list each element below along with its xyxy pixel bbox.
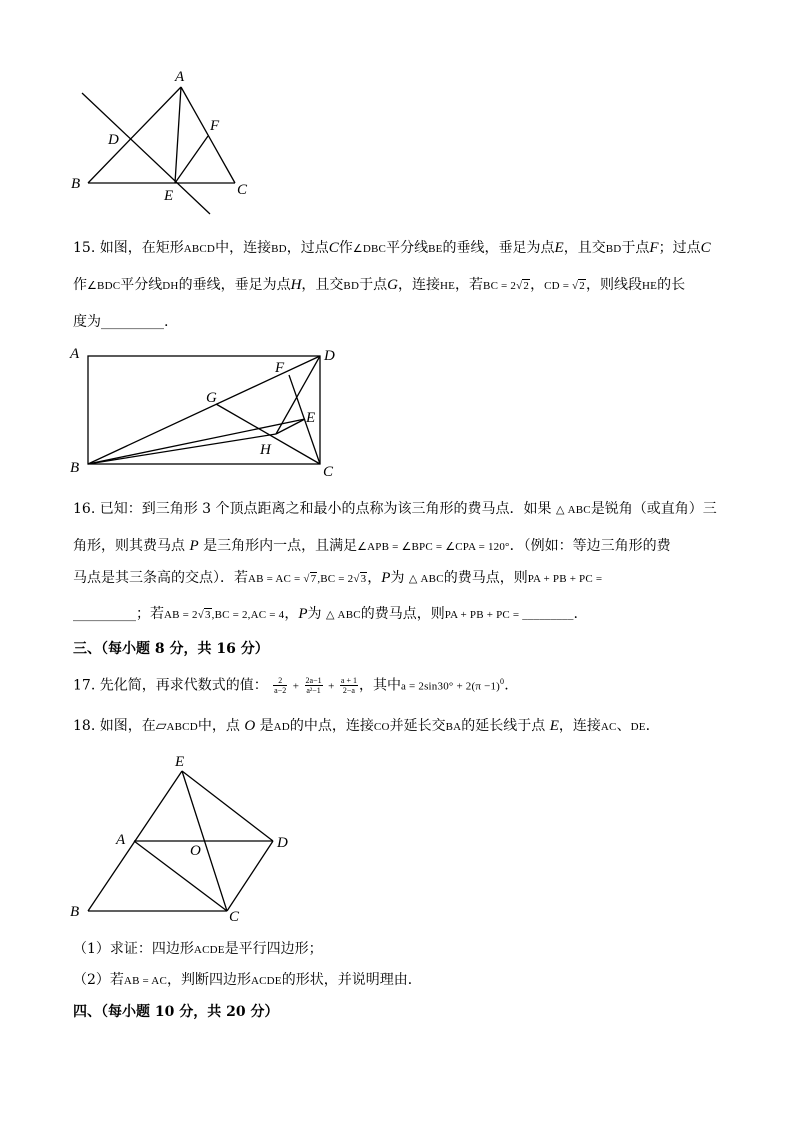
text-run: E	[549, 718, 559, 734]
text-run: BD	[343, 280, 360, 292]
fraction-1	[273, 676, 287, 695]
fig14-side-ab	[88, 87, 181, 183]
text-run: 的中点，连接	[289, 718, 374, 734]
figure-18	[62, 748, 302, 928]
q16-line-3	[73, 568, 602, 589]
fig14-label-a: A	[175, 69, 185, 85]
text-run: H	[290, 277, 302, 293]
text-run: 是三角形内一点，且满足	[198, 538, 358, 554]
text-run: 是	[255, 718, 274, 734]
text-run: ，	[530, 277, 545, 293]
text-run: 角形，则其费马点	[73, 538, 190, 554]
text-run: AB = 2	[164, 609, 198, 621]
text-run: +	[292, 680, 300, 693]
q15-line-1	[73, 238, 711, 259]
fig14-side-ac	[181, 87, 235, 183]
fig14-perpendicular-line	[82, 93, 210, 214]
text-run: √	[569, 280, 579, 292]
text-run: 为	[307, 606, 326, 622]
text-run: 为	[390, 570, 409, 586]
text-run: ，且交	[563, 240, 606, 256]
text-run: 、	[616, 718, 631, 734]
fig15-label-h: H	[260, 442, 271, 458]
text-run: √	[300, 573, 310, 585]
fig15-label-e: E	[306, 410, 316, 426]
text-run: 的长	[657, 277, 686, 293]
q17-line: 17. 先化简，再求代数式的值： $\frac{2}{a-2}$ + $\frac{2a-1}{\text{a²−1}}$ + $\frac{a + 1}{2-a}$ ，其中$a = 2\sin 30^\circ + 2(\pi -1)^0$.	[73, 676, 509, 696]
text-run: PA + PB + PC = _________	[444, 609, 574, 621]
text-run: AB = AC =	[248, 573, 301, 585]
text-run: 作	[338, 240, 353, 256]
text-run: .	[573, 606, 578, 622]
fig14-label-d: D	[108, 132, 119, 148]
text-run: .	[504, 677, 509, 694]
text-run: ，若	[455, 277, 484, 293]
text-run: a = 2sin30° + 2(π −1)	[400, 680, 501, 693]
sqrt-radicand: 2	[579, 280, 585, 292]
fig14-line-ae	[175, 87, 181, 183]
text-run: 的延长线于点	[461, 718, 550, 734]
q15-line-3: 度为_________.	[73, 314, 169, 330]
fig18-label-d: D	[277, 835, 288, 851]
fig15-label-g: G	[206, 390, 217, 406]
text-run: 的费马点，则	[360, 606, 445, 622]
text-run: C	[700, 240, 711, 256]
text-run: 2−a	[342, 686, 355, 696]
text-run: ∠APB = ∠BPC = ∠CPA = 120°	[357, 541, 510, 553]
text-run: 17. 先化简，再求代数式的值：	[73, 677, 268, 694]
text-run: G	[387, 277, 398, 293]
text-run: BE	[428, 243, 443, 255]
text-run: AC	[600, 721, 617, 733]
text-run: 作	[73, 277, 87, 293]
text-run: 2a−1	[305, 676, 322, 686]
text-run: （1）求证：四边形	[73, 941, 194, 957]
text-run: （2）若	[73, 972, 124, 988]
text-run: △ ABC	[408, 573, 444, 585]
text-run: BD	[605, 243, 622, 255]
fig18-line-cd	[227, 841, 273, 911]
text-run: AB = AC	[123, 975, 167, 987]
text-run: CD =	[544, 280, 570, 292]
fig15-label-a: A	[70, 346, 80, 362]
sqrt-radicand: 3	[204, 609, 211, 621]
sqrt-radicand: 7	[310, 573, 317, 585]
fig15-diagonal-bd	[88, 356, 320, 464]
text-run: 18. 如图，在▱	[73, 718, 167, 734]
text-run: ,BC = 2,AC = 4	[211, 609, 285, 621]
fraction-2	[305, 676, 323, 695]
text-run: ,BC = 2	[317, 573, 354, 585]
text-run: 是平行四边形；	[224, 941, 323, 957]
fig14-label-c: C	[237, 182, 248, 198]
fig18-line-ac	[134, 841, 227, 911]
text-run: 是锐角（或直角）三	[590, 501, 717, 517]
fig18-label-c: C	[229, 909, 240, 925]
text-run: ACDE	[250, 975, 282, 987]
text-run: ABCD	[166, 721, 198, 733]
text-run: 的费马点，则	[443, 570, 528, 586]
text-run: 的垂线，垂足为点	[442, 240, 555, 256]
text-run: a²−1	[306, 686, 321, 696]
text-run: 于点	[621, 240, 650, 256]
fig14-label-e: E	[164, 188, 174, 204]
text-run: ，连接	[397, 277, 440, 293]
fig18-label-b: B	[70, 904, 80, 920]
q16-line-1	[73, 499, 717, 520]
fig15-line-be	[88, 419, 305, 464]
text-run: BA	[445, 721, 462, 733]
text-run: ，其中	[358, 677, 401, 694]
text-run: 并延长交	[389, 718, 446, 734]
text-run: ，且交	[301, 277, 344, 293]
text-run: P	[381, 570, 391, 586]
text-run: ；过点	[658, 240, 701, 256]
section-3-heading: 三、（每小题 8 分，共 16 分）	[73, 641, 269, 657]
text-run: E	[554, 240, 564, 256]
text-run: ，	[284, 606, 299, 622]
text-run: 中，点	[197, 718, 245, 734]
text-run: DE	[630, 721, 646, 733]
fig15-label-f: F	[275, 360, 285, 376]
text-run: AD	[273, 721, 290, 733]
text-run: 马点是其三条高的交点）．若	[73, 570, 248, 586]
text-run: △ ABC	[555, 504, 591, 516]
text-run: 的形状，并说明理由．	[281, 972, 422, 988]
text-run: ，判断四边形	[166, 972, 251, 988]
figure-14	[60, 60, 260, 225]
text-run: .	[645, 718, 651, 734]
sqrt-radicand: 2	[523, 280, 530, 292]
fraction-3	[340, 676, 358, 695]
text-run: ，过点	[286, 240, 329, 256]
text-run: HE	[642, 280, 658, 292]
text-run: 中，连接	[215, 240, 272, 256]
text-run: 15. 如图，在矩形	[73, 240, 184, 256]
text-run: a−2	[274, 686, 287, 696]
text-run: P	[189, 538, 199, 554]
text-run: P	[298, 606, 308, 622]
fig14-line-ef	[175, 136, 208, 183]
text-run: _________；若	[73, 606, 164, 622]
text-run: 16. 已知：到三角形 3 个顶点距离之和最小的点称为该三角形的费马点．如果	[73, 501, 556, 517]
q18-line-1	[73, 716, 650, 737]
q18-part-1	[73, 939, 323, 960]
text-run: ∠DBC	[352, 243, 387, 255]
text-run: √	[353, 573, 360, 585]
text-run: PA + PB + PC =	[527, 573, 603, 585]
text-run: 2	[273, 676, 287, 686]
fig15-label-c: C	[323, 464, 334, 480]
q16-line-2	[73, 536, 671, 557]
fig14-label-b: B	[71, 176, 81, 192]
fig18-label-e: E	[175, 754, 185, 770]
text-run: 平分线	[120, 277, 163, 293]
fig15-line-bh	[88, 434, 276, 464]
text-run: ，则线段	[586, 277, 642, 293]
section-4-heading: 四、（每小题 10 分，共 20 分）	[73, 1004, 279, 1020]
q16-line-4	[73, 604, 578, 625]
text-run: 的垂线，垂足为点	[178, 277, 291, 293]
text-run: ∠BDC	[87, 280, 121, 292]
text-run: 平分线	[386, 240, 429, 256]
text-run: ．（例如：等边三角形的费	[509, 538, 671, 554]
text-run: BD	[271, 243, 287, 255]
text-run: BC = 2	[483, 280, 517, 292]
figure-15	[62, 342, 352, 482]
text-run: HE	[439, 280, 456, 292]
text-run: O	[244, 718, 256, 734]
text-run: ，连接	[558, 718, 601, 734]
text-run: CO	[373, 721, 390, 733]
text-run: C	[328, 240, 339, 256]
text-run: ACDE	[193, 944, 225, 956]
text-run: ABCD	[183, 243, 216, 255]
sqrt-radicand: 3	[360, 573, 367, 585]
fig18-label-o: O	[190, 843, 201, 859]
fig14-label-f: F	[210, 118, 220, 134]
text-run: 于点	[359, 277, 388, 293]
fig15-label-b: B	[70, 460, 80, 476]
text-run: ，	[367, 570, 382, 586]
fig18-line-ed	[182, 771, 273, 841]
fig15-label-d: D	[324, 348, 335, 364]
fig18-label-a: A	[116, 832, 126, 848]
text-run: F	[649, 240, 659, 256]
text-run: a + 1	[340, 676, 357, 686]
q18-part-2	[73, 970, 422, 991]
text-run: △ ABC	[325, 609, 361, 621]
text-run: √	[516, 280, 523, 292]
text-run: DH	[162, 280, 179, 292]
text-run: √	[197, 609, 204, 621]
text-run: +	[328, 680, 335, 693]
q15-line-2	[73, 275, 685, 296]
